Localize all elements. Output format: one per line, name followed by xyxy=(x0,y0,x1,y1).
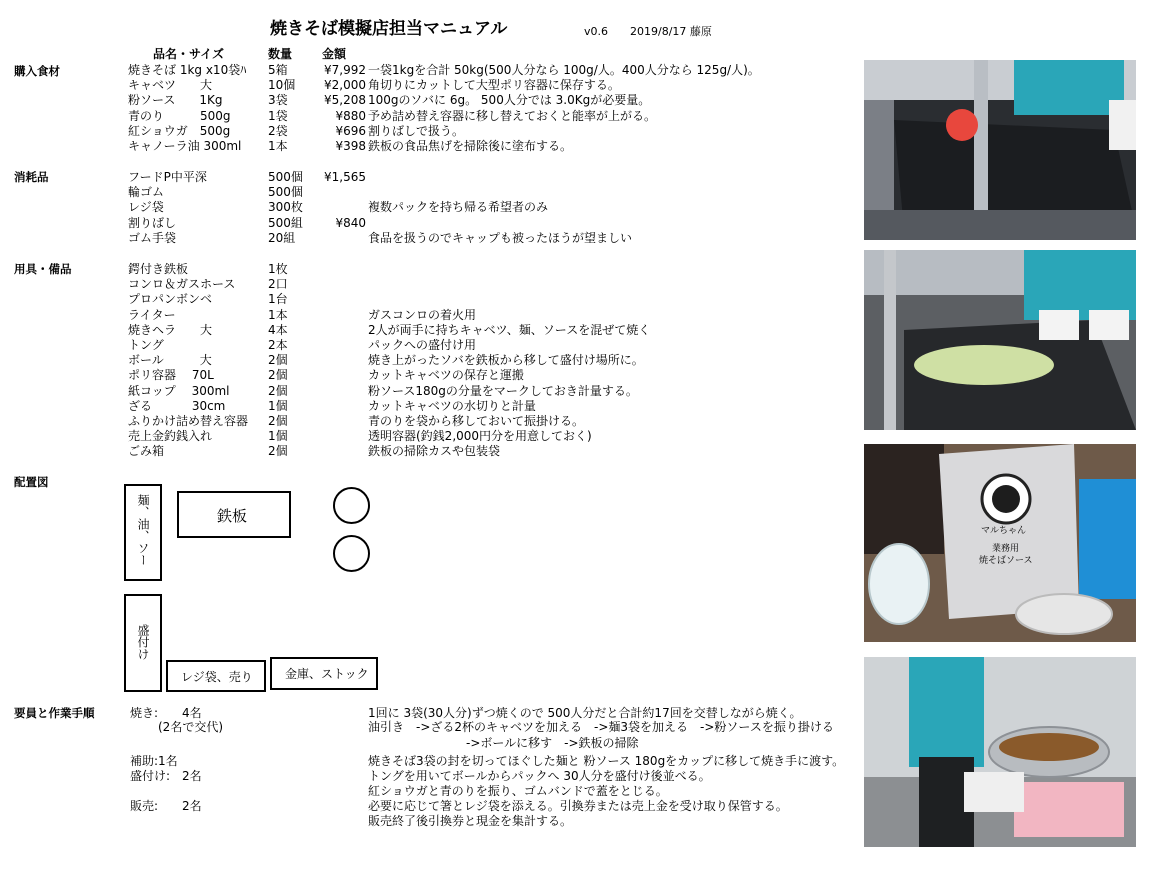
table-cell-item: 鍔付き鉄板 xyxy=(128,262,189,276)
table-cell-qty: 10個 xyxy=(268,78,296,93)
table-cell-qty: 1本 xyxy=(268,139,288,153)
staff-cook-line3: ->ボールに移す ->鉄板の掃除 xyxy=(466,736,639,750)
circle-burner-2 xyxy=(333,535,370,572)
version-label: v0.6 xyxy=(584,25,609,38)
table-cell-note: カットキャベツの保存と運搬 xyxy=(368,368,524,383)
table-cell-qty: 3袋 xyxy=(268,93,288,108)
table-cell-item: 青のり 500g xyxy=(128,108,231,123)
box-noodle-oil-sauce xyxy=(124,484,162,581)
table-cell-price: ¥2,000 xyxy=(324,78,366,93)
table-cell-qty: 2袋 xyxy=(268,123,288,138)
box-safe-stock-label: 金庫、ストック xyxy=(285,667,369,681)
table-cell-item: キャノーラ油 300ml xyxy=(128,139,242,153)
table-cell-price: ¥5,208 xyxy=(324,93,366,108)
table-cell-item: ふりかけ詰め替え容器 xyxy=(128,414,249,428)
box-noodle-oil-sauce-label: 麺、油、ソー xyxy=(136,494,150,566)
page-title: 焼きそば模擬店担当マニュアル xyxy=(270,19,508,39)
section-label-purchase: 購入食材 xyxy=(14,64,60,78)
table-cell-item: ポリ容器 70L xyxy=(128,368,214,383)
table-cell-note: 粉ソース180gの分量をマークしておき計量する。 xyxy=(368,383,638,398)
table-cell-price: ¥7,992 xyxy=(324,63,366,77)
table-cell-qty: 500個 xyxy=(268,185,303,200)
staff-cook-sub: (2名で交代) xyxy=(158,720,223,734)
table-cell-note: カットキャベツの水切りと計量 xyxy=(368,398,536,413)
circle-burner-1 xyxy=(333,487,370,524)
staff-serve-line1: トングを用いてボールからパックへ 30人分を盛付け後並べる。 xyxy=(368,769,711,783)
table-cell-note: 食品を扱うのでキャップも被ったほうが望ましい xyxy=(368,230,633,245)
table-cell-qty: 1本 xyxy=(268,307,288,322)
photo-frying-cabbage xyxy=(864,250,1136,430)
staff-sales-line1: 必要に応じて箸とレジ袋を添える。引換券または売上金を受け取り保管する。 xyxy=(368,799,788,813)
table-cell-price: ¥1,565 xyxy=(324,170,366,184)
table-cell-note: 青のりを袋から移しておいて振掛ける。 xyxy=(368,414,585,428)
section-label-equipment: 用具・備品 xyxy=(14,262,72,276)
table-cell-item: ボール 大 xyxy=(128,353,212,368)
table-cell-item: 紙コップ 300ml xyxy=(128,383,230,398)
table-cell-item: レジ袋 xyxy=(128,200,164,215)
table-cell-qty: 5箱 xyxy=(268,63,288,77)
staff-cook-role: 焼き: 4名 xyxy=(130,706,202,720)
column-header-item: 品名・サイズ xyxy=(153,47,225,61)
table-cell-qty: 1台 xyxy=(268,292,288,307)
box-safe-stock xyxy=(270,657,378,690)
table-cell-qty: 1袋 xyxy=(268,108,288,123)
table-cell-note: 複数パックを持ち帰る希望者のみ xyxy=(368,200,549,215)
table-cell-item: ごみ箱 xyxy=(128,444,165,459)
table-cell-note: 角切りにカットして大型ポリ容器に保存する。 xyxy=(368,78,620,93)
table-cell-qty: 4本 xyxy=(268,322,288,337)
table-cell-qty: 2本 xyxy=(268,338,288,352)
table-cell-qty: 2個 xyxy=(268,414,288,428)
table-cell-item: 焼きヘラ 大 xyxy=(128,322,213,337)
staff-assist-role: 補助:1名 xyxy=(130,754,178,768)
table-cell-qty: 1個 xyxy=(268,429,288,444)
table-cell-note: 100gのソバに 6g。 500人分では 3.0Kgが必要量。 xyxy=(368,93,651,108)
staff-serve-line2: 紅ショウガと青のりを振り、ゴムバンドで蓋をとじる。 xyxy=(368,784,668,798)
table-cell-qty: 2口 xyxy=(268,277,288,292)
section-label-consumables: 消耗品 xyxy=(14,170,49,184)
box-serving-label: 盛付け xyxy=(136,624,150,660)
table-cell-item: 輪ゴム xyxy=(128,185,165,200)
table-cell-note: 焼き上がったソバを鉄板から移して盛付け場所に。 xyxy=(368,353,644,368)
staff-sales-role: 販売: 2名 xyxy=(130,799,202,813)
table-cell-qty: 2個 xyxy=(268,444,288,459)
table-cell-item: 売上金釣銭入れ xyxy=(128,429,213,444)
table-cell-item: トング xyxy=(128,338,164,352)
staff-assist-line: 焼きそば3袋の封を切ってほぐした麺と 粉ソース 180gをカップに移して焼き手に渡す。 xyxy=(368,754,845,768)
table-cell-item: プロパンボンベ xyxy=(128,292,213,307)
table-cell-qty: 500組 xyxy=(268,215,303,230)
table-cell-note: 割りばしで扱う。 xyxy=(368,123,465,138)
table-cell-qty: 2個 xyxy=(268,353,288,368)
table-cell-note: 鉄板の食品焦げを掃除後に塗布する。 xyxy=(368,139,573,153)
staff-serve-role: 盛付け: 2名 xyxy=(130,769,202,783)
table-cell-note: 一袋1kgを合計 50kg(500人分なら 100g/人。400人分なら 125g/人)。 xyxy=(368,63,760,77)
table-cell-qty: 1個 xyxy=(268,398,288,413)
table-cell-qty: 1枚 xyxy=(268,262,288,276)
table-cell-item: 焼きそば 1kg x10袋ﾊ xyxy=(128,63,247,77)
table-cell-note: パックへの盛付け用 xyxy=(368,338,477,352)
table-cell-note: 鉄板の掃除カスや包装袋 xyxy=(368,444,501,459)
table-cell-note: 透明容器(釣銭2,000円分を用意しておく) xyxy=(368,429,592,444)
section-label-layout: 配置図 xyxy=(14,475,49,489)
table-cell-item: ざる 30cm xyxy=(128,398,226,413)
photo-griddle-cleaning xyxy=(864,60,1136,240)
column-header-qty: 数量 xyxy=(268,47,293,61)
staff-sales-line2: 販売終了後引換券と現金を集計する。 xyxy=(368,814,573,828)
photo-sauce-bag-line2: 焼そばソース xyxy=(979,556,1033,566)
table-cell-item: ライター xyxy=(128,307,176,322)
table-cell-item: キャベツ 大 xyxy=(128,78,213,93)
table-cell-qty: 20組 xyxy=(268,230,296,245)
photo-sauce-brand: マルちゃん xyxy=(981,526,1027,536)
photo-sauce-bag-line1: 業務用 xyxy=(992,544,1020,554)
table-cell-item: フードP中平深 xyxy=(128,170,207,184)
table-cell-qty: 500個 xyxy=(268,170,303,184)
table-cell-price: ¥880 xyxy=(335,108,366,123)
table-cell-note: ガスコンロの着火用 xyxy=(368,307,477,322)
table-cell-price: ¥398 xyxy=(335,139,366,153)
table-cell-qty: 300枚 xyxy=(268,200,303,215)
photo-sauce-bag xyxy=(864,444,1136,642)
table-cell-qty: 2個 xyxy=(268,368,288,383)
box-register-label: レジ袋、売り xyxy=(181,670,253,684)
staff-cook-line2: 油引き ->ざる2杯のキャベツを加える ->麺3袋を加える ->粉ソースを振り掛ける xyxy=(368,720,834,734)
table-cell-price: ¥840 xyxy=(335,215,366,230)
table-cell-item: 紅ショウガ 500g xyxy=(128,123,231,138)
section-label-staff: 要員と作業手順 xyxy=(14,706,95,720)
box-register xyxy=(166,660,266,692)
box-griddle xyxy=(177,491,291,538)
table-cell-qty: 2個 xyxy=(268,383,288,398)
table-cell-note: 2人が両手に持ちキャベツ、麺、ソースを混ぜて焼く xyxy=(368,322,651,337)
table-cell-item: 割りばし xyxy=(128,215,177,230)
table-cell-item: 粉ソース 1Kg xyxy=(128,93,223,108)
table-cell-item: ゴム手袋 xyxy=(128,230,177,245)
box-griddle-label: 鉄板 xyxy=(217,507,248,525)
staff-cook-line1: 1回に 3袋(30人分)ずつ焼くので 500人分だと合計約17回を交替しながら焼く。 xyxy=(368,706,802,720)
photo-serving-bowl xyxy=(864,657,1136,847)
date-author: 2019/8/17 藤原 xyxy=(630,25,712,38)
box-serving xyxy=(124,594,162,692)
column-header-price: 金額 xyxy=(322,47,347,61)
table-cell-item: コンロ＆ガスホース xyxy=(128,277,236,292)
table-cell-price: ¥696 xyxy=(335,123,366,138)
table-cell-note: 予め詰め替え容器に移し替えておくと能率が上がる。 xyxy=(368,108,657,123)
